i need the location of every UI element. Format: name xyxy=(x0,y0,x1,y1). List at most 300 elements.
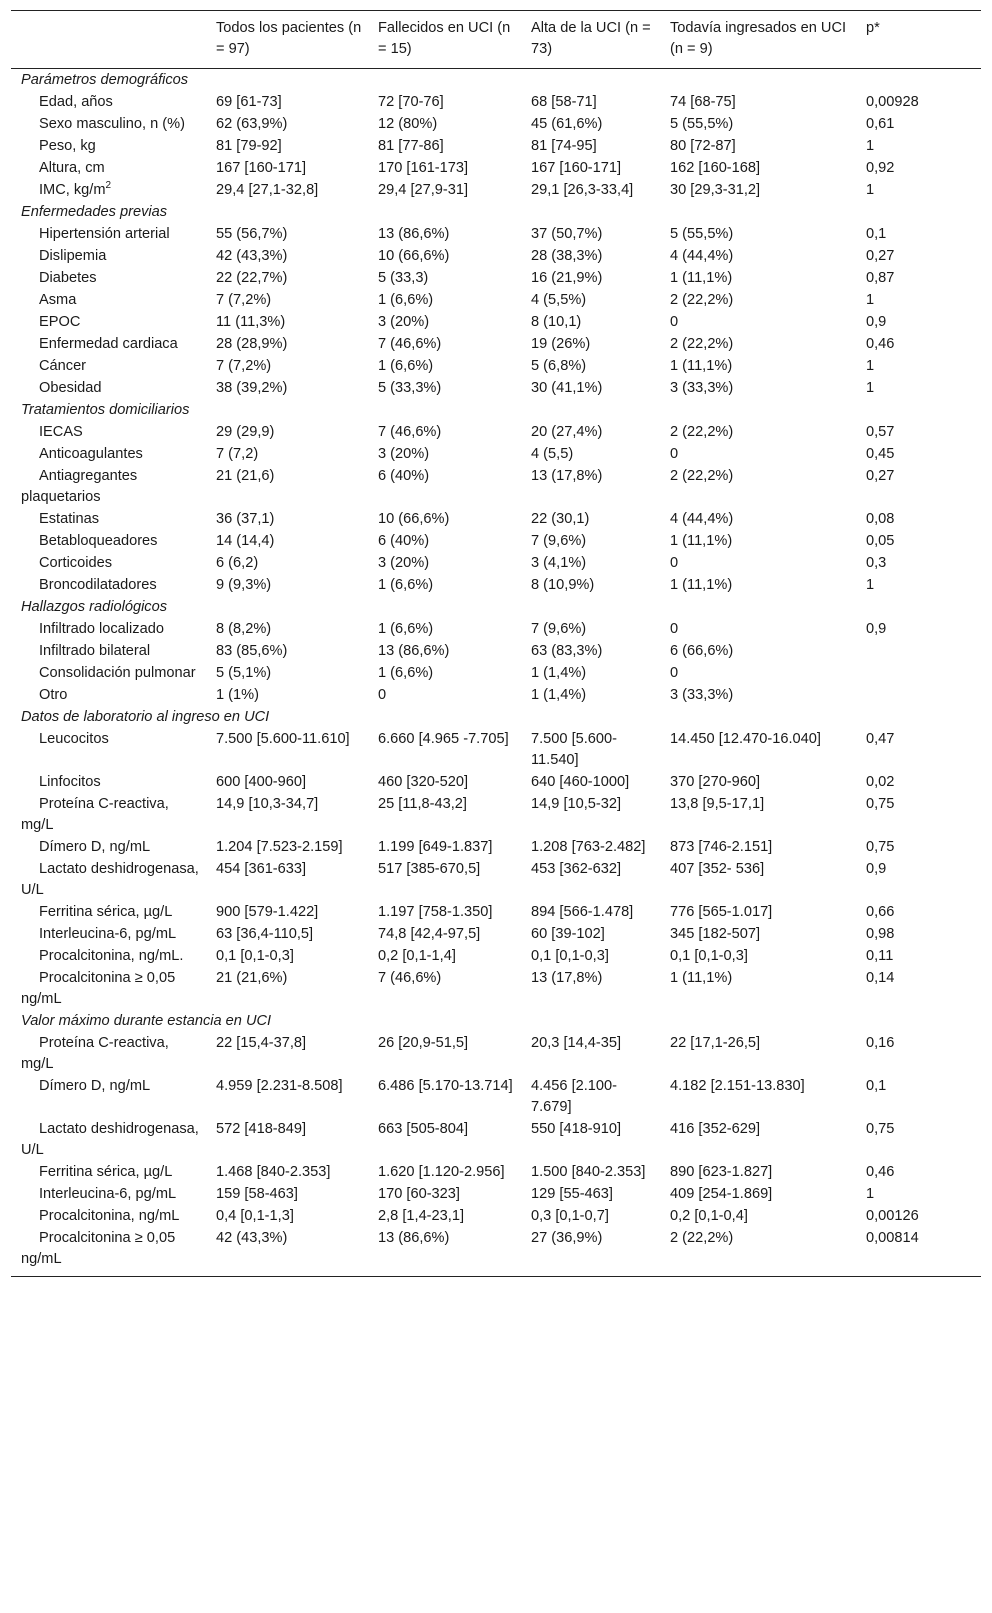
row-label-text: Anticoagulantes xyxy=(39,445,143,462)
value-ingresados: 2 (22,2%) xyxy=(670,423,734,440)
value-alta: 7 (9,6%) xyxy=(531,532,587,549)
value-todos: 42 (43,3%) xyxy=(216,1229,288,1246)
value-ingresados: 80 [72-87] xyxy=(670,137,736,154)
row-label-text: Procalcitonina ≥ 0,05 ng/mL xyxy=(21,1229,176,1267)
value-todos: 28 (28,9%) xyxy=(216,335,288,352)
table-row xyxy=(11,662,981,684)
value-todos: 454 [361-633] xyxy=(216,860,307,877)
value-alta: 4 (5,5) xyxy=(531,445,574,462)
value-fallecidos: 517 [385-670,5] xyxy=(378,860,481,877)
row-label-text: Otro xyxy=(39,686,68,703)
value-ingresados: 2 (22,2%) xyxy=(670,467,734,484)
value-alta: 20 (27,4%) xyxy=(531,423,603,440)
row-label xyxy=(11,858,208,901)
table-row xyxy=(11,421,981,443)
value-ingresados: 0 xyxy=(670,620,679,637)
value-todos: 8 (8,2%) xyxy=(216,620,272,637)
table-row xyxy=(11,858,981,901)
value-ingresados: 14.450 [12.470-16.040] xyxy=(670,730,821,747)
table-row xyxy=(11,355,981,377)
value-alta: 1 (1,4%) xyxy=(531,664,587,681)
p-value: 1 xyxy=(866,576,875,593)
table-row xyxy=(11,684,981,706)
value-alta: 8 (10,1) xyxy=(531,313,582,330)
p-value: 1 xyxy=(866,137,875,154)
row-label-text: Cáncer xyxy=(39,357,87,374)
value-todos: 63 [36,4-110,5] xyxy=(216,925,314,942)
data-table xyxy=(11,10,981,1277)
row-label xyxy=(11,465,208,508)
row-label-text: Enfermedad cardiaca xyxy=(39,335,178,352)
value-fallecidos: 460 [320-520] xyxy=(378,773,469,790)
value-fallecidos: 3 (20%) xyxy=(378,445,430,462)
value-fallecidos: 13 (86,6%) xyxy=(378,1229,450,1246)
value-ingresados: 30 [29,3-31,2] xyxy=(670,181,761,198)
value-ingresados: 2 (22,2%) xyxy=(670,335,734,352)
value-ingresados: 1 (11,1%) xyxy=(670,532,733,549)
p-value: 0,66 xyxy=(866,903,895,920)
row-label-text: IMC, kg/m xyxy=(39,181,106,198)
value-ingresados: 0 xyxy=(670,664,679,681)
value-alta: 1.500 [840-2.353] xyxy=(531,1163,646,1180)
row-label xyxy=(11,836,208,858)
value-alta: 60 [39-102] xyxy=(531,925,605,942)
value-alta: 129 [55-463] xyxy=(531,1185,613,1202)
value-ingresados: 0 xyxy=(670,445,679,462)
value-fallecidos: 0,2 [0,1-1,4] xyxy=(378,947,456,964)
value-fallecidos: 170 [60-323] xyxy=(378,1185,460,1202)
value-alta: 453 [362-632] xyxy=(531,860,622,877)
p-value: 0,00814 xyxy=(866,1229,919,1246)
row-label xyxy=(11,355,208,377)
header-cell-ingresados: Todavía ingresados en UCI (n = 9) xyxy=(670,20,847,57)
value-ingresados: 0,1 [0,1-0,3] xyxy=(670,947,748,964)
value-ingresados: 776 [565-1.017] xyxy=(670,903,773,920)
value-fallecidos: 6.660 [4.965 -7.705] xyxy=(378,730,509,747)
value-alta: 3 (4,1%) xyxy=(531,554,587,571)
value-todos: 159 [58-463] xyxy=(216,1185,298,1202)
table-row xyxy=(11,618,981,640)
row-label xyxy=(11,945,208,967)
row-label-text: Linfocitos xyxy=(39,773,101,790)
value-todos: 6 (6,2) xyxy=(216,554,259,571)
value-alta: 167 [160-171] xyxy=(531,159,622,176)
p-value: 1 xyxy=(866,357,875,374)
row-label xyxy=(11,1183,208,1205)
value-alta: 14,9 [10,5-32] xyxy=(531,795,622,812)
value-ingresados: 1 (11,1%) xyxy=(670,576,733,593)
header-cell-label xyxy=(11,11,208,69)
table-row xyxy=(11,1205,981,1227)
table-row xyxy=(11,1118,981,1161)
p-value: 0,1 xyxy=(866,225,887,242)
row-label xyxy=(11,91,208,113)
row-label xyxy=(11,157,208,179)
row-label xyxy=(11,333,208,355)
value-alta: 4 (5,5%) xyxy=(531,291,587,308)
value-todos: 21 (21,6%) xyxy=(216,969,288,986)
p-value: 0,11 xyxy=(866,947,894,964)
value-ingresados: 409 [254-1.869] xyxy=(670,1185,773,1202)
row-label xyxy=(11,1118,208,1161)
table-body xyxy=(11,69,981,1277)
value-todos: 1.204 [7.523-2.159] xyxy=(216,838,343,855)
row-label-text: Lactato deshidrogenasa, U/L xyxy=(21,1120,199,1158)
value-todos: 83 (85,6%) xyxy=(216,642,288,659)
row-label xyxy=(11,267,208,289)
value-ingresados: 22 [17,1-26,5] xyxy=(670,1034,761,1051)
row-label xyxy=(11,245,208,267)
value-fallecidos: 10 (66,6%) xyxy=(378,510,450,527)
row-label xyxy=(11,618,208,640)
value-alta: 4.456 [2.100-7.679] xyxy=(531,1077,618,1115)
value-alta: 68 [58-71] xyxy=(531,93,597,110)
p-value: 0,45 xyxy=(866,445,895,462)
value-fallecidos: 0 xyxy=(378,686,387,703)
value-ingresados: 370 [270-960] xyxy=(670,773,761,790)
p-value: 1 xyxy=(866,379,875,396)
row-label xyxy=(11,1032,208,1075)
superscript: 2 xyxy=(105,179,112,191)
value-fallecidos: 26 [20,9-51,5] xyxy=(378,1034,469,1051)
row-label-text: Antiagregantes plaquetarios xyxy=(21,467,138,505)
value-ingresados: 162 [160-168] xyxy=(670,159,761,176)
row-label-text: Infiltrado localizado xyxy=(39,620,164,637)
row-label xyxy=(11,311,208,333)
section-heading: Tratamientos domiciliarios xyxy=(21,401,190,418)
row-label-text: Sexo masculino, n (%) xyxy=(39,115,185,132)
row-label-text: Procalcitonina ≥ 0,05 ng/mL xyxy=(21,969,176,1007)
header-cell-alta: Alta de la UCI (n = 73) xyxy=(531,20,651,57)
p-value xyxy=(858,662,981,684)
value-fallecidos: 7 (46,6%) xyxy=(378,335,442,352)
row-label-text: Hipertensión arterial xyxy=(39,225,170,242)
value-fallecidos: 5 (33,3%) xyxy=(378,379,442,396)
row-label-text: Dímero D, ng/mL xyxy=(39,838,151,855)
table-row xyxy=(11,267,981,289)
p-value: 0,75 xyxy=(866,795,895,812)
p-value: 0,61 xyxy=(866,115,895,132)
value-fallecidos: 13 (86,6%) xyxy=(378,225,450,242)
p-value: 0,27 xyxy=(866,247,895,264)
value-alta: 7.500 [5.600-11.540] xyxy=(531,730,618,768)
value-fallecidos: 10 (66,6%) xyxy=(378,247,450,264)
section-row xyxy=(11,1010,981,1032)
value-ingresados: 0,2 [0,1-0,4] xyxy=(670,1207,748,1224)
row-label xyxy=(11,443,208,465)
value-todos: 4.959 [2.231-8.508] xyxy=(216,1077,343,1094)
value-alta: 13 (17,8%) xyxy=(531,969,603,986)
row-label-text: Leucocitos xyxy=(39,730,109,747)
value-ingresados: 3 (33,3%) xyxy=(670,379,734,396)
section-heading: Parámetros demográficos xyxy=(21,71,189,88)
row-label xyxy=(11,530,208,552)
row-label-text: Consolidación pulmonar xyxy=(39,664,196,681)
table-row xyxy=(11,1161,981,1183)
value-fallecidos: 6.486 [5.170-13.714] xyxy=(378,1077,513,1094)
value-fallecidos: 1 (6,6%) xyxy=(378,620,434,637)
value-fallecidos: 74,8 [42,4-97,5] xyxy=(378,925,481,942)
value-alta: 29,1 [26,3-33,4] xyxy=(531,181,634,198)
row-label xyxy=(11,574,208,596)
value-fallecidos: 3 (20%) xyxy=(378,554,430,571)
value-fallecidos: 25 [11,8-43,2] xyxy=(378,795,467,812)
value-todos: 55 (56,7%) xyxy=(216,225,288,242)
p-value: 0,3 xyxy=(866,554,887,571)
value-todos: 7 (7,2) xyxy=(216,445,259,462)
value-alta: 22 (30,1) xyxy=(531,510,590,527)
value-ingresados: 13,8 [9,5-17,1] xyxy=(670,795,765,812)
row-label-text: Infiltrado bilateral xyxy=(39,642,151,659)
table-row xyxy=(11,640,981,662)
row-label-text: Estatinas xyxy=(39,510,100,527)
value-todos: 1 (1%) xyxy=(216,686,259,703)
row-label-text: Proteína C-reactiva, mg/L xyxy=(21,1034,169,1072)
value-fallecidos: 72 [70-76] xyxy=(378,93,444,110)
value-todos: 21 (21,6) xyxy=(216,467,275,484)
value-fallecidos: 2,8 [1,4-23,1] xyxy=(378,1207,465,1224)
value-fallecidos: 29,4 [27,9-31] xyxy=(378,181,469,198)
value-todos: 900 [579-1.422] xyxy=(216,903,319,920)
row-label-text: Asma xyxy=(39,291,77,308)
row-label xyxy=(11,967,208,1010)
row-label xyxy=(11,728,208,771)
table-row xyxy=(11,465,981,508)
row-label xyxy=(11,508,208,530)
p-value: 0,87 xyxy=(866,269,895,286)
table-row xyxy=(11,91,981,113)
row-label xyxy=(11,684,208,706)
p-value: 0,75 xyxy=(866,838,895,855)
p-value: 0,08 xyxy=(866,510,895,527)
table-row xyxy=(11,245,981,267)
value-fallecidos: 6 (40%) xyxy=(378,532,430,549)
table-row xyxy=(11,967,981,1010)
value-todos: 69 [61-73] xyxy=(216,93,282,110)
value-fallecidos: 5 (33,3) xyxy=(378,269,429,286)
value-todos: 42 (43,3%) xyxy=(216,247,288,264)
value-ingresados: 345 [182-507] xyxy=(670,925,761,942)
table-row xyxy=(11,333,981,355)
row-label-text: EPOC xyxy=(39,313,81,330)
section-heading: Enfermedades previas xyxy=(21,203,168,220)
section-row xyxy=(11,69,981,92)
value-alta: 1.208 [763-2.482] xyxy=(531,838,646,855)
value-fallecidos: 1.620 [1.120-2.956] xyxy=(378,1163,505,1180)
row-label xyxy=(11,901,208,923)
section-row xyxy=(11,399,981,421)
row-label xyxy=(11,1075,208,1118)
value-alta: 30 (41,1%) xyxy=(531,379,603,396)
value-fallecidos: 1 (6,6%) xyxy=(378,576,434,593)
value-ingresados: 6 (66,6%) xyxy=(670,642,734,659)
header-row xyxy=(11,11,981,69)
p-value: 0,46 xyxy=(866,335,895,352)
p-value: 0,9 xyxy=(866,860,887,877)
table-row xyxy=(11,923,981,945)
row-label-text: Ferritina sérica, µg/L xyxy=(39,903,173,920)
value-todos: 9 (9,3%) xyxy=(216,576,272,593)
value-todos: 7 (7,2%) xyxy=(216,357,272,374)
table-row xyxy=(11,728,981,771)
value-todos: 167 [160-171] xyxy=(216,159,307,176)
table-row xyxy=(11,836,981,858)
header-cell-p: p* xyxy=(866,20,880,36)
row-label xyxy=(11,552,208,574)
value-ingresados: 5 (55,5%) xyxy=(670,115,734,132)
value-fallecidos: 12 (80%) xyxy=(378,115,438,132)
value-todos: 600 [400-960] xyxy=(216,773,307,790)
row-label xyxy=(11,421,208,443)
row-label-text: Dislipemia xyxy=(39,247,107,264)
value-fallecidos: 13 (86,6%) xyxy=(378,642,450,659)
row-label-text: Interleucina-6, pg/mL xyxy=(39,925,177,942)
row-label-text: Proteína C-reactiva, mg/L xyxy=(21,795,169,833)
table-row xyxy=(11,443,981,465)
row-label-text: IECAS xyxy=(39,423,83,440)
p-value: 0,02 xyxy=(866,773,895,790)
value-ingresados: 407 [352- 536] xyxy=(670,860,765,877)
table-row xyxy=(11,793,981,836)
section-heading: Valor máximo durante estancia en UCI xyxy=(21,1012,272,1029)
value-alta: 0,3 [0,1-0,7] xyxy=(531,1207,609,1224)
table-row xyxy=(11,530,981,552)
row-label-text: Lactato deshidrogenasa, U/L xyxy=(21,860,199,898)
value-ingresados: 3 (33,3%) xyxy=(670,686,734,703)
row-label xyxy=(11,923,208,945)
row-label xyxy=(11,135,208,157)
row-label-text: Altura, cm xyxy=(39,159,105,176)
value-todos: 29,4 [27,1-32,8] xyxy=(216,181,319,198)
section-row xyxy=(11,596,981,618)
table-header xyxy=(11,11,981,69)
value-ingresados: 0 xyxy=(670,554,679,571)
value-todos: 7 (7,2%) xyxy=(216,291,272,308)
row-label xyxy=(11,662,208,684)
p-value: 1 xyxy=(866,181,875,198)
value-alta: 19 (26%) xyxy=(531,335,591,352)
p-value: 1 xyxy=(866,291,875,308)
value-todos: 5 (5,1%) xyxy=(216,664,272,681)
value-ingresados: 5 (55,5%) xyxy=(670,225,734,242)
value-alta: 16 (21,9%) xyxy=(531,269,603,286)
p-value: 0,92 xyxy=(866,159,895,176)
value-ingresados: 1 (11,1%) xyxy=(670,269,733,286)
value-alta: 640 [460-1000] xyxy=(531,773,630,790)
row-label xyxy=(11,1161,208,1183)
value-todos: 38 (39,2%) xyxy=(216,379,288,396)
p-value: 0,00928 xyxy=(866,93,919,110)
value-alta: 8 (10,9%) xyxy=(531,576,595,593)
row-label-text: Procalcitonina, ng/mL. xyxy=(39,947,184,964)
value-alta: 5 (6,8%) xyxy=(531,357,587,374)
p-value: 0,75 xyxy=(866,1120,895,1137)
table-row xyxy=(11,1227,981,1276)
row-label-text: Peso, kg xyxy=(39,137,96,154)
row-label xyxy=(11,1227,208,1276)
table-row xyxy=(11,289,981,311)
row-label-text: Interleucina-6, pg/mL xyxy=(39,1185,177,1202)
section-heading: Datos de laboratorio al ingreso en UCI xyxy=(21,708,270,725)
value-todos: 22 [15,4-37,8] xyxy=(216,1034,307,1051)
table-row xyxy=(11,552,981,574)
row-label xyxy=(11,113,208,135)
value-ingresados: 1 (11,1%) xyxy=(670,357,733,374)
value-todos: 7.500 [5.600-11.610] xyxy=(216,730,350,747)
row-label xyxy=(11,1205,208,1227)
value-fallecidos: 3 (20%) xyxy=(378,313,430,330)
table-row xyxy=(11,1032,981,1075)
table-row xyxy=(11,179,981,201)
p-value: 0,00126 xyxy=(866,1207,919,1224)
row-label xyxy=(11,771,208,793)
value-ingresados: 74 [68-75] xyxy=(670,93,736,110)
value-todos: 36 (37,1) xyxy=(216,510,275,527)
table-row xyxy=(11,945,981,967)
value-fallecidos: 1.197 [758-1.350] xyxy=(378,903,493,920)
header-cell-fallecidos: Fallecidos en UCI (n = 15) xyxy=(378,20,511,57)
p-value: 0,46 xyxy=(866,1163,895,1180)
value-fallecidos: 1 (6,6%) xyxy=(378,664,434,681)
p-value xyxy=(858,684,981,706)
value-alta: 1 (1,4%) xyxy=(531,686,587,703)
header-cell-todos: Todos los pacientes (n = 97) xyxy=(216,20,362,57)
value-fallecidos: 7 (46,6%) xyxy=(378,423,442,440)
value-todos: 14 (14,4) xyxy=(216,532,275,549)
value-fallecidos: 1 (6,6%) xyxy=(378,357,434,374)
section-row xyxy=(11,201,981,223)
value-ingresados: 0 xyxy=(670,313,679,330)
p-value: 0,14 xyxy=(866,969,895,986)
value-ingresados: 4 (44,4%) xyxy=(670,247,734,264)
p-value: 0,16 xyxy=(866,1034,895,1051)
p-value: 0,05 xyxy=(866,532,895,549)
value-ingresados: 4.182 [2.151-13.830] xyxy=(670,1077,805,1094)
row-label xyxy=(11,289,208,311)
table-row xyxy=(11,771,981,793)
table-row xyxy=(11,901,981,923)
value-todos: 0,1 [0,1-0,3] xyxy=(216,947,294,964)
row-label-text: Edad, años xyxy=(39,93,113,110)
p-value: 0,98 xyxy=(866,925,895,942)
table-row xyxy=(11,135,981,157)
value-alta: 37 (50,7%) xyxy=(531,225,603,242)
value-ingresados: 2 (22,2%) xyxy=(670,1229,734,1246)
table-row xyxy=(11,223,981,245)
value-fallecidos: 1.199 [649-1.837] xyxy=(378,838,493,855)
row-label-text: Broncodilatadores xyxy=(39,576,157,593)
value-fallecidos: 7 (46,6%) xyxy=(378,969,442,986)
value-ingresados: 2 (22,2%) xyxy=(670,291,734,308)
value-alta: 81 [74-95] xyxy=(531,137,597,154)
value-todos: 1.468 [840-2.353] xyxy=(216,1163,331,1180)
value-ingresados: 416 [352-629] xyxy=(670,1120,761,1137)
value-todos: 22 (22,7%) xyxy=(216,269,288,286)
value-ingresados: 873 [746-2.151] xyxy=(670,838,773,855)
p-value: 0,1 xyxy=(866,1077,887,1094)
row-label-text: Dímero D, ng/mL xyxy=(39,1077,151,1094)
row-label xyxy=(11,640,208,662)
section-row xyxy=(11,706,981,728)
table-row xyxy=(11,311,981,333)
table-row xyxy=(11,508,981,530)
row-label xyxy=(11,793,208,836)
p-value: 0,47 xyxy=(866,730,895,747)
row-label-text: Obesidad xyxy=(39,379,102,396)
value-alta: 0,1 [0,1-0,3] xyxy=(531,947,609,964)
value-ingresados: 4 (44,4%) xyxy=(670,510,734,527)
value-todos: 11 (11,3%) xyxy=(216,313,286,330)
